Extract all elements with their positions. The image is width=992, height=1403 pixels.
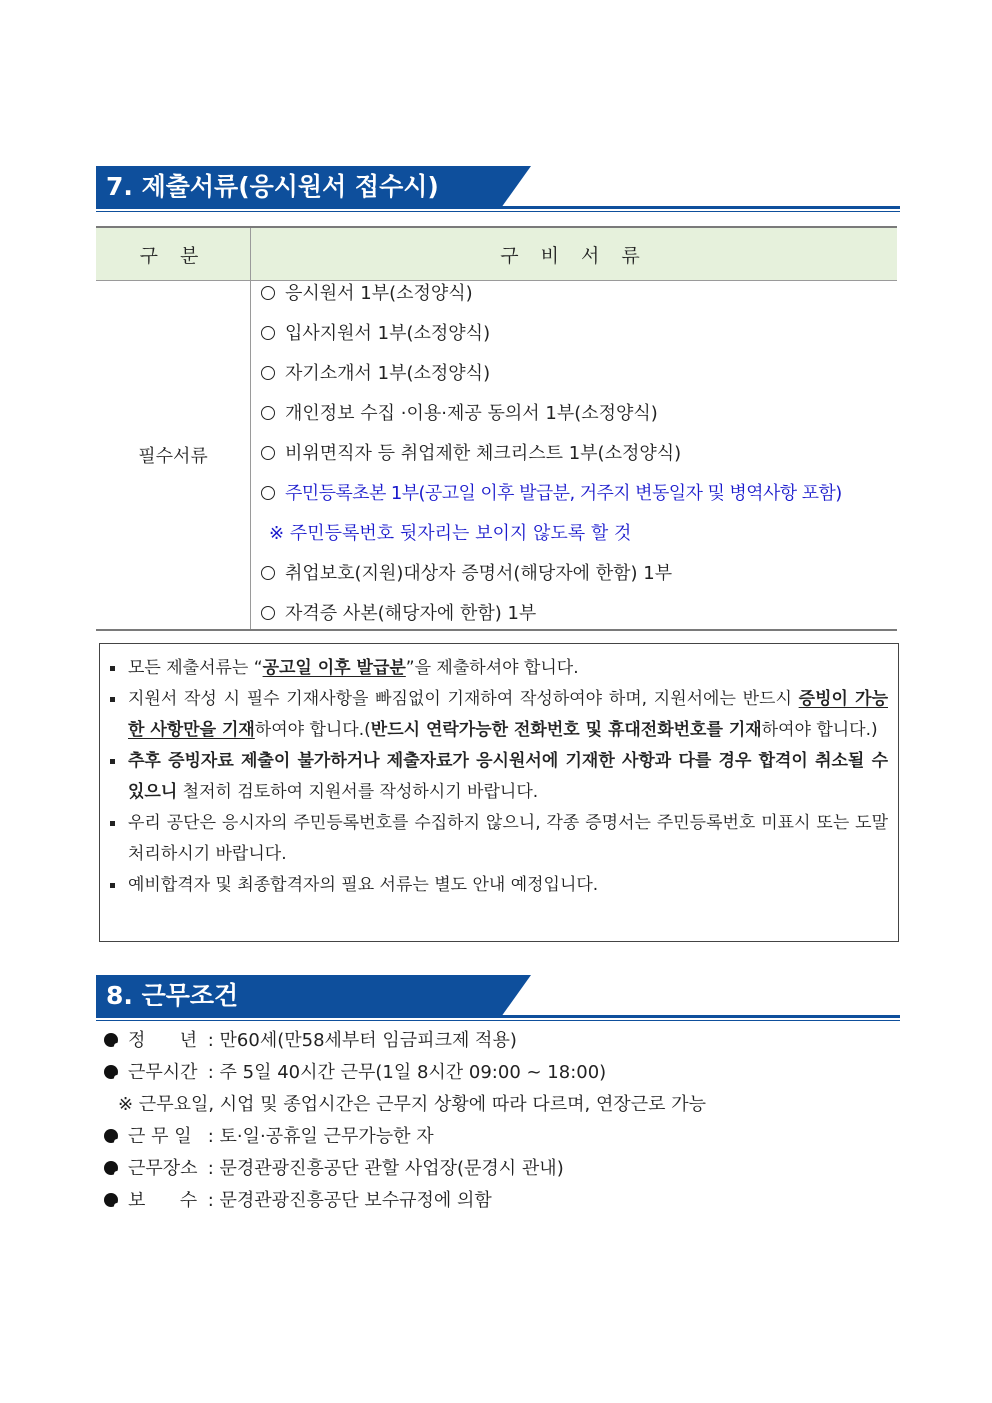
notice-item	[110, 870, 888, 901]
notice-text: 하여야 합니다.)	[761, 720, 878, 740]
document-text: 개인정보 수집 ·이용·제공 동의서 1부(소정양식)	[285, 403, 658, 424]
shadow-circle-bullet-icon	[104, 1129, 118, 1143]
condition-note	[104, 1090, 884, 1122]
notice-underline: 증빙이 가능한 사항만을 기재	[128, 689, 888, 740]
circle-bullet-icon	[261, 366, 275, 380]
table-header-row	[96, 227, 897, 281]
table-row	[96, 281, 897, 631]
square-bullet-icon	[110, 821, 115, 826]
required-documents-table	[96, 226, 897, 631]
notice-text: ”을 제출하셔야 합니다.	[405, 658, 579, 678]
section-7-rule-thick	[96, 206, 900, 209]
condition-value: : 만60세(만58세부터 임금피크제 적용)	[207, 1030, 517, 1051]
square-bullet-icon	[110, 883, 115, 888]
condition-label: 근무장소	[128, 1158, 198, 1179]
circle-bullet-icon	[261, 566, 275, 580]
condition-row-pay	[104, 1186, 884, 1218]
section-8-rule-thick	[96, 1015, 900, 1018]
shadow-circle-bullet-icon	[104, 1065, 118, 1079]
list-item	[251, 321, 897, 361]
circle-bullet-icon	[261, 286, 275, 300]
section-8-tab-slant	[501, 975, 531, 1017]
document-text: 비위면직자 등 취업제한 체크리스트 1부(소정양식)	[285, 443, 682, 464]
notice-item	[110, 746, 888, 808]
condition-value: : 토·일·공휴일 근무가능한 자	[207, 1126, 434, 1147]
condition-row-retirement	[104, 1026, 884, 1058]
notice-item	[110, 808, 888, 870]
circle-bullet-icon	[261, 606, 275, 620]
notice-list	[110, 653, 888, 901]
condition-label: 근무시간	[128, 1062, 198, 1083]
circle-bullet-icon	[261, 486, 275, 500]
header-documents: 구 비 서 류	[251, 227, 898, 281]
list-item	[251, 441, 897, 481]
notice-bold: 추후 증빙자료 제출이 불가하거나 제출자료가 응시원서에 기재한 사항과 다를 경우 합격이 취소될 수 있으니	[128, 751, 888, 802]
condition-row-location	[104, 1154, 884, 1186]
condition-label: 정 년	[128, 1030, 198, 1051]
notice-underline: 공고일 이후 발급분	[262, 658, 406, 678]
square-bullet-icon	[110, 759, 115, 764]
condition-value: : 문경관광진흥공단 관할 사업장(문경시 관내)	[207, 1158, 564, 1179]
circle-bullet-icon	[261, 406, 275, 420]
list-item	[251, 601, 897, 629]
documents-cell	[251, 281, 898, 631]
notice-text: 지원서 작성 시 필수 기재사항을 빠짐없이 기재하여 작성하여야 하며, 지원서에는 반드시	[128, 689, 799, 709]
document-text: 자격증 사본(해당자에 한함) 1부	[285, 603, 537, 624]
list-item	[251, 361, 897, 401]
notice-text: 모든 제출서류는 “	[128, 658, 263, 678]
documents-list	[251, 281, 897, 629]
work-conditions	[104, 1026, 884, 1218]
shadow-circle-bullet-icon	[104, 1161, 118, 1175]
notice-item	[110, 653, 888, 684]
document-text: 취업보호(지원)대상자 증명서(해당자에 한함) 1부	[285, 563, 673, 584]
list-item	[251, 561, 897, 601]
section-8-header	[96, 975, 900, 1023]
square-bullet-icon	[110, 666, 115, 671]
circle-bullet-icon	[261, 326, 275, 340]
list-item	[251, 481, 897, 521]
notice-box	[99, 643, 899, 942]
condition-value: : 문경관광진흥공단 보수규정에 의함	[207, 1190, 492, 1211]
condition-label: 보 수	[128, 1190, 198, 1211]
condition-row-workdays	[104, 1122, 884, 1154]
notice-text: 철저히 검토하여 지원서를 작성하시기 바랍니다.	[177, 782, 539, 802]
list-item	[251, 401, 897, 441]
notice-item	[110, 684, 888, 746]
section-7-title: 7. 제출서류(응시원서 접수시)	[96, 166, 502, 208]
condition-row-hours	[104, 1058, 884, 1090]
document-text: 주민등록초본 1부(공고일 이후 발급분, 거주지 변동일자 및 병역사항 포함)	[285, 483, 842, 504]
notice-text: 하여야 합니다.(	[254, 720, 371, 740]
section-8-rule-thin	[96, 1020, 900, 1021]
shadow-circle-bullet-icon	[104, 1033, 118, 1047]
square-bullet-icon	[110, 697, 115, 702]
condition-value: : 주 5일 40시간 근무(1일 8시간 09:00 ~ 18:00)	[207, 1062, 607, 1083]
notice-text: 우리 공단은 응시자의 주민등록번호를 수집하지 않으니, 각종 증명서는 주민등록번호 미표시 또는 도말처리하시기 바랍니다.	[128, 813, 888, 864]
header-category: 구 분	[96, 227, 251, 281]
document-text: 자기소개서 1부(소정양식)	[285, 363, 491, 384]
category-cell: 필수서류	[96, 281, 251, 631]
shadow-circle-bullet-icon	[104, 1193, 118, 1207]
document-text: 입사지원서 1부(소정양식)	[285, 323, 491, 344]
section-7-rule-thin	[96, 211, 900, 212]
circle-bullet-icon	[261, 446, 275, 460]
document-note: ※ 주민등록번호 뒷자리는 보이지 않도록 할 것	[269, 523, 632, 544]
notice-text: 예비합격자 및 최종합격자의 필요 서류는 별도 안내 예정입니다.	[128, 875, 599, 895]
document-text: 응시원서 1부(소정양식)	[285, 283, 473, 304]
section-7-tab-slant	[501, 166, 531, 208]
section-7-header	[96, 166, 900, 214]
list-item	[251, 281, 897, 321]
condition-label: 근 무 일	[128, 1126, 192, 1147]
section-8-title: 8. 근무조건	[96, 975, 502, 1017]
notice-bold: 반드시 연락가능한 전화번호 및 휴대전화번호를 기재	[370, 720, 762, 740]
list-item-note	[251, 521, 897, 561]
condition-note-text: ※ 근무요일, 시업 및 종업시간은 근무지 상황에 따라 다르며, 연장근로 가능	[118, 1094, 706, 1115]
